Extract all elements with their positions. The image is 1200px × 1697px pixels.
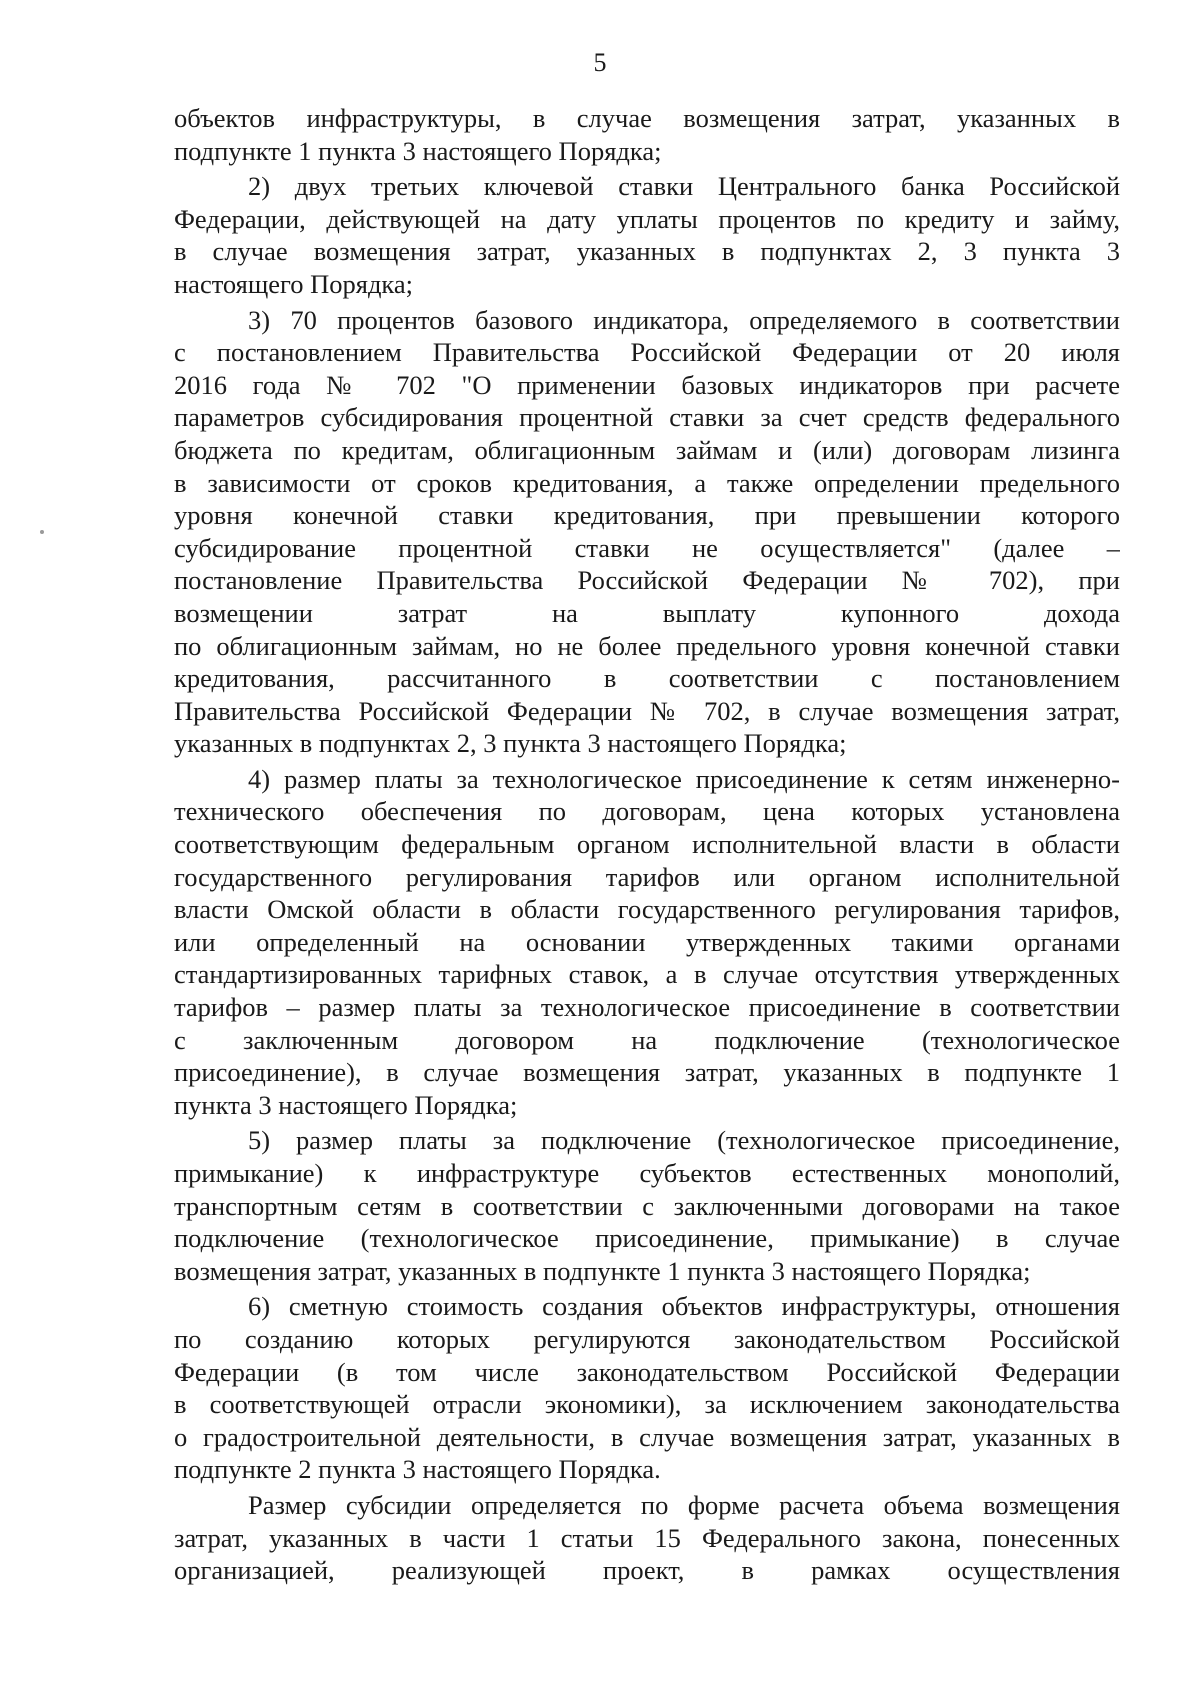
text-line: присоединение), в случае возмещения затрат, указанных в подпункте 1 [174, 1057, 1120, 1088]
text-line: по созданию которых регулируются законодательством Российской [174, 1323, 1120, 1354]
text-line: указанных в подпунктах 2, 3 пункта 3 настоящего Порядка; [174, 728, 847, 759]
list-item-4 [174, 763, 1120, 1122]
text-line: Правительства Российской Федерации № 702, в случае возмещения затрат, [174, 695, 1120, 726]
text-line: подпункте 1 пункта 3 настоящего Порядка; [174, 135, 662, 166]
text-line: технического обеспечения по договорам, цена которых установлена [174, 796, 1120, 827]
text-line: 2016 года № 702 "О применении базовых индикаторов при расчете [174, 369, 1120, 400]
text-line: организацией, реализующей проект, в рамках осуществления [174, 1555, 1120, 1586]
text-line: уровня конечной ставки кредитования, при превышении которого [174, 500, 1120, 531]
text-line: с постановлением Правительства Российской Федерации от 20 июля [174, 337, 1120, 368]
text-line: кредитования, рассчитанного в соответствии с постановлением [174, 663, 1120, 694]
text-line: 3) 70 процентов базового индикатора, определяемого в соответствии [248, 304, 1120, 335]
text-line: в зависимости от сроков кредитования, а также определении предельного [174, 467, 1120, 498]
text-line: подпункте 2 пункта 3 настоящего Порядка. [174, 1454, 661, 1485]
list-item-3 [174, 304, 1120, 760]
text-line: пункта 3 настоящего Порядка; [174, 1089, 518, 1120]
text-line: настоящего Порядка; [174, 268, 414, 299]
text-line: параметров субсидирования процентной ставки за счет средств федерального [174, 402, 1120, 433]
text-line: возмещения затрат, указанных в подпункте 1 пункта 3 настоящего Порядка; [174, 1255, 1031, 1286]
text-line: возмещении затрат на выплату купонного дохода [174, 597, 1120, 628]
text-line: бюджета по кредитам, облигационным займам и (или) договорам лизинга [174, 434, 1120, 465]
text-line: по облигационным займам, но не более предельного уровня конечной ставки [174, 630, 1120, 661]
text-line: 4) размер платы за технологическое присоединение к сетям инженерно- [248, 763, 1120, 794]
paragraph-continuation [174, 102, 1120, 167]
text-line: постановление Правительства Российской Федерации № 702), при [174, 565, 1120, 596]
text-line: 6) сметную стоимость создания объектов инфраструктуры, отношения [248, 1291, 1120, 1322]
text-line: затрат, указанных в части 1 статьи 15 Федерального закона, понесенных [174, 1522, 1120, 1553]
text-line: с заключенным договором на подключение (технологическое [174, 1024, 1120, 1055]
text-line: стандартизированных тарифных ставок, а в случае отсутствия утвержденных [174, 959, 1120, 990]
scan-artifact-dot [40, 530, 44, 534]
text-line: примыкание) к инфраструктуре субъектов естественных монополий, [174, 1158, 1120, 1188]
document-body [174, 102, 1120, 1587]
text-line: государственного регулирования тарифов или органом исполнительной [174, 861, 1120, 892]
list-item-5 [174, 1124, 1120, 1287]
text-line: о градостроительной деятельности, в случае возмещения затрат, указанных в [174, 1421, 1120, 1452]
text-line: в случае возмещения затрат, указанных в подпунктах 2, 3 пункта 3 [174, 236, 1120, 267]
text-line: Размер субсидии определяется по форме расчета объема возмещения [248, 1489, 1120, 1520]
text-line: Федерации (в том числе законодательством Российской Федерации [174, 1356, 1120, 1387]
text-line: 2) двух третьих ключевой ставки Центрального банка Российской [248, 171, 1120, 202]
text-line: соответствующим федеральным органом исполнительной власти в области [174, 829, 1120, 860]
list-item-2 [174, 170, 1120, 300]
text-line: тарифов – размер платы за технологическое присоединение в соответствии [174, 992, 1120, 1023]
text-line: подключение (технологическое присоединение, примыкание) в случае [174, 1223, 1120, 1254]
text-line: или определенный на основании утвержденных такими органами [174, 926, 1120, 957]
text-line: власти Омской области в области государственного регулирования тарифов, [174, 894, 1120, 925]
text-line: в соответствующей отрасли экономики), за исключением законодательства [174, 1389, 1120, 1420]
text-line: транспортным сетям в соответствии с заключенными договорами на такое [174, 1190, 1120, 1221]
text-line: субсидирование процентной ставки не осуществляется" (далее – [174, 532, 1120, 563]
text-line: Федерации, действующей на дату уплаты процентов по кредиту и займу, [174, 203, 1120, 234]
text-line: объектов инфраструктуры, в случае возмещения затрат, указанных в [174, 103, 1120, 133]
paragraph-subsidy-size [174, 1489, 1120, 1587]
text-line: 5) размер платы за подключение (технологическое присоединение, [248, 1125, 1120, 1156]
list-item-6 [174, 1290, 1120, 1486]
page-number: 5 [593, 48, 607, 77]
